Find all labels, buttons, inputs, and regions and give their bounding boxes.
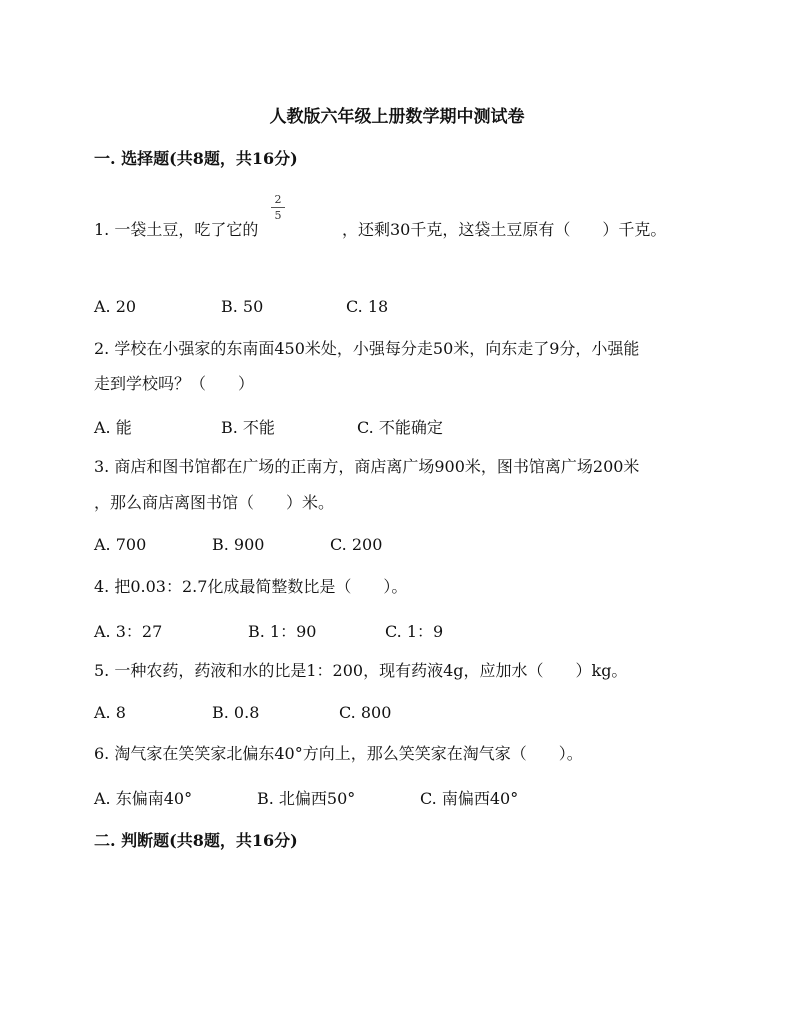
fraction-denominator: 5 [274, 209, 282, 222]
question-2-option-c: C. 不能确定 [357, 418, 443, 437]
question-2-line-1: 2. 学校在小强家的东南面450米处，小强每分走50米，向东走了9分，小强能 [94, 339, 640, 358]
question-5-stem: 5. 一种农药，药液和水的比是1：200，现有药液4g，应加水（ ）kg。 [94, 661, 628, 680]
question-4-option-a: A. 3：27 [94, 622, 163, 641]
question-6-option-c: C. 南偏西40° [420, 789, 519, 808]
section-heading-judgment: 二. 判断题(共8题，共16分) [94, 831, 298, 850]
question-5-option-b: B. 0.8 [212, 703, 260, 722]
question-1-option-a: A. 20 [94, 297, 137, 316]
question-2-option-a: A. 能 [94, 418, 132, 437]
section-heading-choice: 一. 选择题(共8题，共16分) [94, 149, 298, 168]
question-6-option-b: B. 北偏西50° [257, 789, 356, 808]
question-4-option-c: C. 1：9 [385, 622, 444, 641]
question-1-stem-end: ，还剩30千克，这袋土豆原有（ ）千克。 [342, 220, 667, 239]
question-2-line-2: 走到学校吗？（ ） [94, 374, 255, 393]
question-5-option-a: A. 8 [94, 703, 126, 722]
question-4-stem: 4. 把0.03：2.7化成最简整数比是（ ）。 [94, 577, 408, 596]
question-1-stem-start: 1. 一袋土豆，吃了它的 [94, 220, 259, 239]
question-3-option-a: A. 700 [94, 535, 147, 554]
question-1-fraction [271, 192, 285, 223]
question-3-line-1: 3. 商店和图书馆都在广场的正南方，商店离广场900米，图书馆离广场200米 [94, 457, 640, 476]
question-1-option-b: B. 50 [221, 297, 264, 316]
question-4-option-b: B. 1：90 [248, 622, 317, 641]
question-2-option-b: B. 不能 [221, 418, 275, 437]
question-3-line-2: ，那么商店离图书馆（ ）米。 [94, 493, 335, 512]
page-title: 人教版六年级上册数学期中测试卷 [269, 107, 525, 127]
question-5-option-c: C. 800 [339, 703, 392, 722]
fraction-numerator: 2 [271, 192, 285, 208]
question-3-option-c: C. 200 [330, 535, 383, 554]
question-3-option-b: B. 900 [212, 535, 265, 554]
question-6-option-a: A. 东偏南40° [94, 789, 193, 808]
question-1-option-c: C. 18 [346, 297, 389, 316]
question-6-stem: 6. 淘气家在笑笑家北偏东40°方向上，那么笑笑家在淘气家（ ）。 [94, 744, 583, 763]
